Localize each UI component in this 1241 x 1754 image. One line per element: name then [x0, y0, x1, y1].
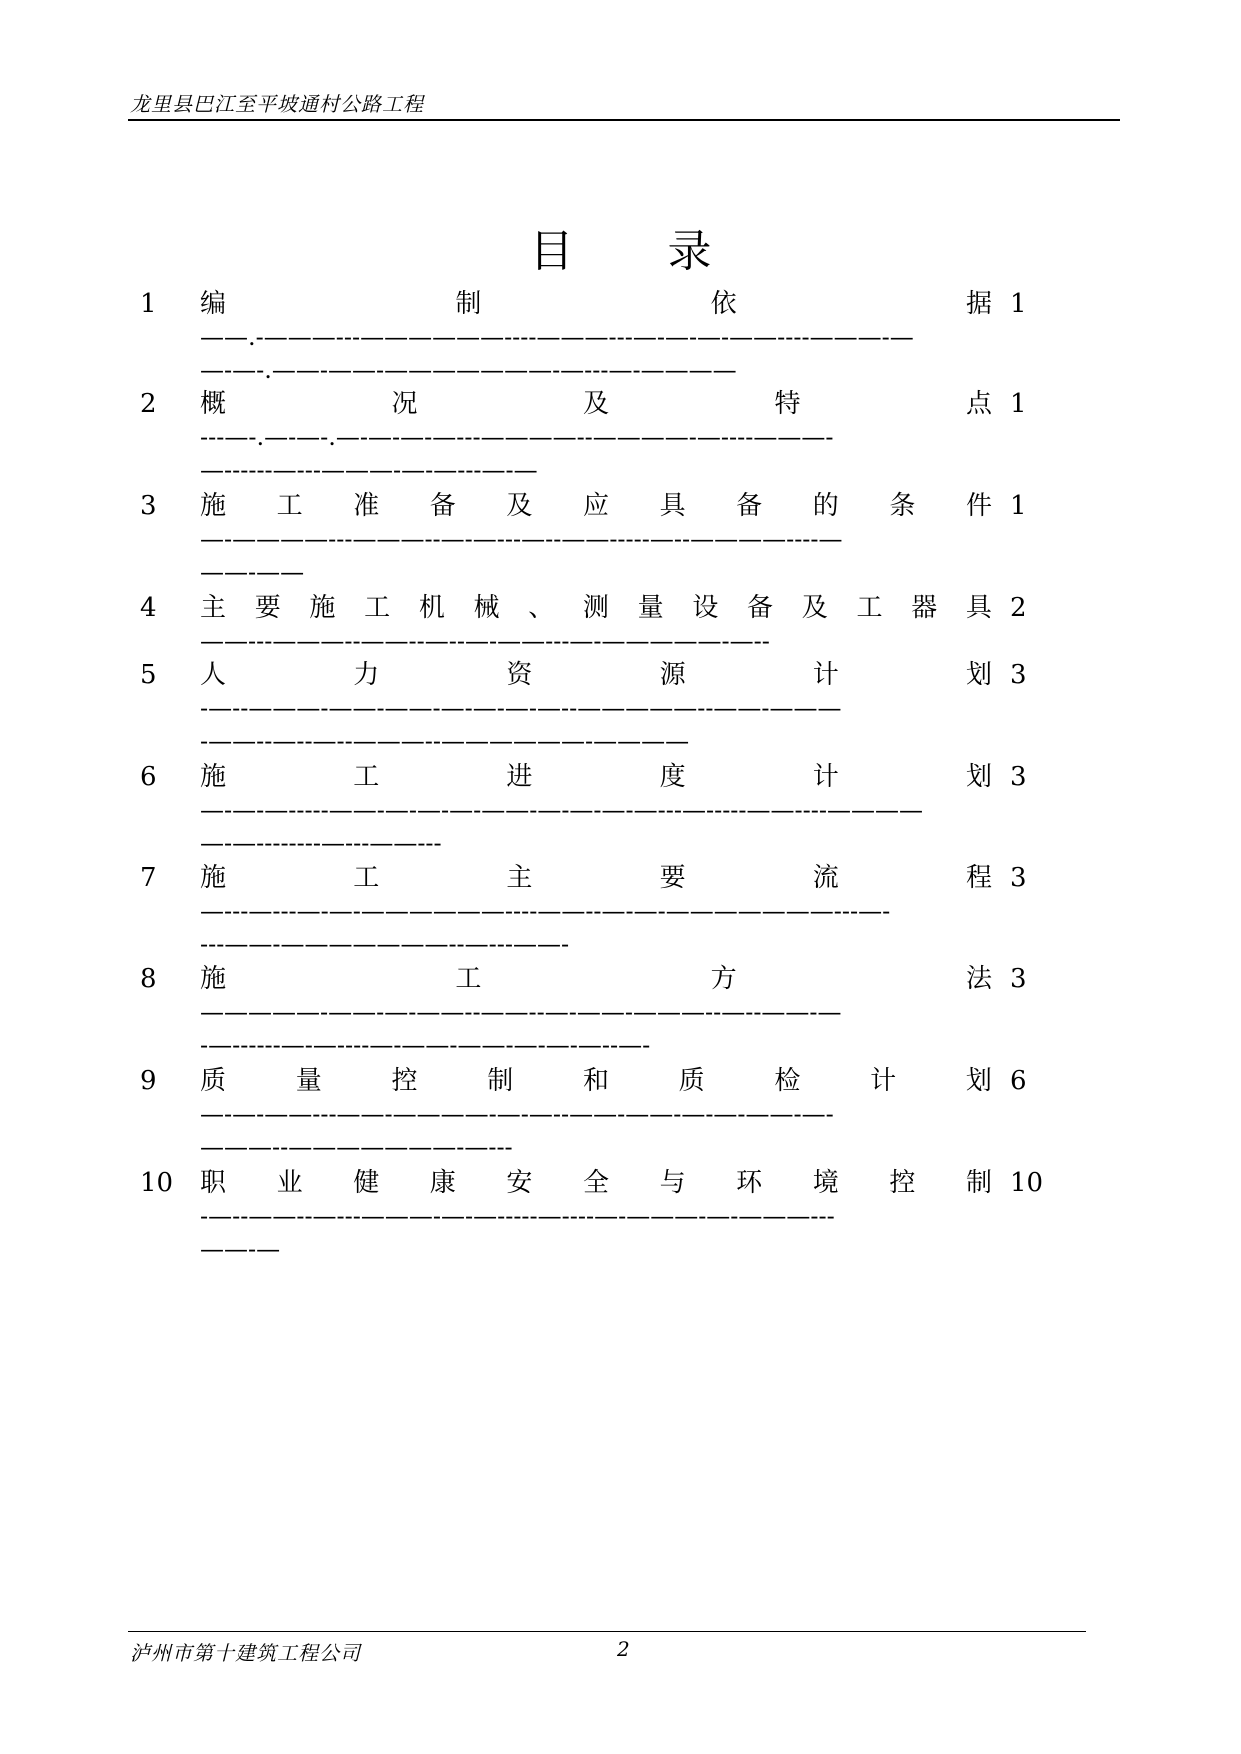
- toc-entry-page: 3: [1010, 762, 1027, 792]
- toc-entry-heading[interactable]: [200, 1065, 992, 1097]
- toc-leader-line: -—--———-——-——-—-—-—-—--—————--——-———: [200, 694, 842, 722]
- toc-heading-char: 工: [353, 762, 380, 792]
- toc-entry-page: 10: [1010, 1168, 1044, 1198]
- toc-heading-char: 制: [487, 1066, 514, 1096]
- toc-entry-number: 1: [140, 289, 157, 319]
- toc-entry-number: 10: [140, 1168, 174, 1198]
- toc-heading-char: 器: [911, 593, 938, 623]
- toc-heading-char: 计: [812, 762, 839, 792]
- toc-heading-char: 控: [391, 1066, 418, 1096]
- toc-leader-line: —------—---———-—-—---—-—: [200, 456, 538, 484]
- toc-heading-char: 据: [965, 289, 992, 319]
- toc-entry-number: 6: [140, 762, 157, 792]
- toc-entry-heading[interactable]: [200, 288, 992, 320]
- toc-leader-line: -——--—--—--———--——————-————: [200, 727, 690, 755]
- toc-entry-page: 3: [1010, 964, 1027, 994]
- toc-heading-char: 制: [965, 1168, 992, 1198]
- toc-heading-char: 及: [801, 593, 828, 623]
- toc-heading-char: 备: [736, 491, 763, 521]
- toc-heading-char: 康: [429, 1168, 456, 1198]
- toc-heading-char: 程: [965, 863, 992, 893]
- toc-entry-heading[interactable]: [200, 963, 992, 995]
- toc-heading-char: 人: [200, 660, 227, 690]
- toc-entry-heading[interactable]: [200, 659, 992, 691]
- toc-heading-char: 划: [965, 1066, 992, 1096]
- toc-entry-page: 3: [1010, 863, 1027, 893]
- toc-heading-char: 况: [391, 389, 418, 419]
- toc-leader-line: —————-——-—-——--——--—-——-———--—--——-—: [200, 998, 842, 1026]
- toc-heading-char: 与: [659, 1168, 686, 1198]
- toc-entry-heading[interactable]: [200, 1167, 992, 1199]
- toc-leader-line: ---——-———————--—---——-: [200, 930, 570, 958]
- toc-entry-page: 1: [1010, 491, 1027, 521]
- toc-leader-line: —---—---—-—-——————----——--—-—-———————---—-: [200, 897, 891, 925]
- toc-heading-char: 备: [429, 491, 456, 521]
- running-header: 龙里县巴江至平坡通村公路工程: [130, 92, 424, 116]
- toc-heading-char: 主: [200, 593, 227, 623]
- toc-heading-char: 计: [812, 660, 839, 690]
- toc-heading-char: 法: [965, 964, 992, 994]
- footer-rule: [128, 1631, 1086, 1632]
- toc-heading-char: 的: [812, 491, 839, 521]
- toc-entry-page: 1: [1010, 289, 1027, 319]
- toc-heading-char: 编: [200, 289, 227, 319]
- toc-heading-char: 划: [965, 660, 992, 690]
- toc-heading-char: 要: [254, 593, 281, 623]
- toc-heading-char: 境: [812, 1168, 839, 1198]
- toc-heading-char: 资: [506, 660, 533, 690]
- toc-heading-char: 度: [659, 762, 686, 792]
- toc-entry-number: 7: [140, 863, 157, 893]
- footer-page-number: 2: [617, 1637, 630, 1661]
- footer-company: 泸州市第十建筑工程公司: [130, 1641, 361, 1665]
- toc-heading-char: 职: [200, 1168, 227, 1198]
- toc-leader-line: -—--——--—---———-—-—-----—----—-———-—-———---: [200, 1202, 835, 1230]
- toc-heading-char: 工: [455, 964, 482, 994]
- toc-entry-number: 4: [140, 593, 157, 623]
- toc-heading-char: 工: [276, 491, 303, 521]
- toc-heading-char: 检: [774, 1066, 801, 1096]
- toc-heading-char: 具: [965, 593, 992, 623]
- toc-entry-heading[interactable]: [200, 490, 992, 522]
- toc-leader-line: —-—-.——-——-———————-—---—-————: [200, 356, 737, 384]
- toc-entry-number: 3: [140, 491, 157, 521]
- toc-entry-number: 9: [140, 1066, 157, 1096]
- toc-leader-line: ———--———————-—---: [200, 1133, 513, 1161]
- toc-heading-char: 械: [473, 593, 500, 623]
- toc-leader-line: ——---———--——--—--—-——---—-—————-—--: [200, 627, 770, 655]
- toc-heading-char: 依: [710, 289, 737, 319]
- toc-heading-char: 及: [582, 389, 609, 419]
- toc-heading-char: 准: [353, 491, 380, 521]
- toc-heading-char: 质: [200, 1066, 227, 1096]
- toc-heading-char: 工: [364, 593, 391, 623]
- toc-entry-number: 8: [140, 964, 157, 994]
- toc-heading-char: 进: [506, 762, 533, 792]
- toc-heading-char: 源: [659, 660, 686, 690]
- header-rule: [128, 119, 1120, 121]
- toc-heading-char: 量: [295, 1066, 322, 1096]
- toc-heading-char: 制: [455, 289, 482, 319]
- toc-heading-char: 备: [747, 593, 774, 623]
- toc-heading-char: 具: [659, 491, 686, 521]
- toc-heading-char: 计: [870, 1066, 897, 1096]
- toc-heading-char: 安: [506, 1168, 533, 1198]
- toc-heading-char: 流: [812, 863, 839, 893]
- toc-heading-char: 方: [710, 964, 737, 994]
- toc-leader-line: ---—-.—-—-.—-—-—-—---————--————-—----———-: [200, 423, 834, 451]
- toc-heading-char: 量: [637, 593, 664, 623]
- toc-leader-line: —-————---———--—-—---—--——-----—--————----—: [200, 525, 843, 553]
- toc-heading-char: 质: [678, 1066, 705, 1096]
- toc-heading-char: 工: [856, 593, 883, 623]
- toc-heading-char: 施: [200, 491, 227, 521]
- toc-heading-char: 机: [418, 593, 445, 623]
- toc-heading-char: 施: [200, 762, 227, 792]
- toc-heading-char: 主: [506, 863, 533, 893]
- toc-heading-char: 环: [736, 1168, 763, 1198]
- toc-entry-page: 2: [1010, 593, 1027, 623]
- toc-entry-page: 3: [1010, 660, 1027, 690]
- toc-leader-line: —-—-—-----——-—-—-—-——-—-—-—-—---—-----——----————: [200, 796, 923, 824]
- toc-entry-heading[interactable]: [200, 592, 992, 624]
- toc-leader-line: —-—-——---——-————-—-—--——-——-—-—-——-—-: [200, 1100, 834, 1128]
- toc-heading-char: 业: [276, 1168, 303, 1198]
- toc-heading-char: 要: [659, 863, 686, 893]
- toc-heading-char: 测: [582, 593, 609, 623]
- toc-leader-line: ——-——: [200, 558, 305, 586]
- toc-leader-line: ——.-———---——————----———---—-—-—-——----———-—: [200, 323, 914, 351]
- toc-entry-number: 2: [140, 389, 157, 419]
- toc-heading-char: 条: [889, 491, 916, 521]
- toc-heading-char: 全: [582, 1168, 609, 1198]
- toc-heading-char: 控: [889, 1168, 916, 1198]
- toc-heading-char: 力: [353, 660, 380, 690]
- toc-heading-char: 施: [200, 863, 227, 893]
- toc-heading-char: 特: [774, 389, 801, 419]
- toc-heading-char: 和: [582, 1066, 609, 1096]
- toc-entry-page: 6: [1010, 1066, 1027, 1096]
- toc-leader-line: -—------—-—----—-——-——-—-—-—--—-: [200, 1031, 651, 1059]
- toc-entry-number: 5: [140, 660, 157, 690]
- toc-entry-heading[interactable]: [200, 862, 992, 894]
- toc-heading-char: 概: [200, 389, 227, 419]
- toc-entry-heading[interactable]: [200, 388, 992, 420]
- toc-heading-char: 施: [309, 593, 336, 623]
- toc-heading-char: 健: [353, 1168, 380, 1198]
- toc-entry-heading[interactable]: [200, 761, 992, 793]
- toc-leader-line: ——-—: [200, 1235, 281, 1263]
- toc-leader-line: —-—--------—---——---: [200, 829, 442, 857]
- toc-heading-char: 、: [528, 593, 555, 623]
- toc-heading-char: 应: [582, 491, 609, 521]
- toc-heading-char: 及: [506, 491, 533, 521]
- toc-heading-char: 施: [200, 964, 227, 994]
- toc-heading-char: 点: [965, 389, 992, 419]
- toc-heading-char: 工: [353, 863, 380, 893]
- toc-heading-char: 件: [965, 491, 992, 521]
- toc-title: 目 录: [529, 226, 752, 277]
- toc-heading-char: 设: [692, 593, 719, 623]
- toc-entry-page: 1: [1010, 389, 1027, 419]
- toc-heading-char: 划: [965, 762, 992, 792]
